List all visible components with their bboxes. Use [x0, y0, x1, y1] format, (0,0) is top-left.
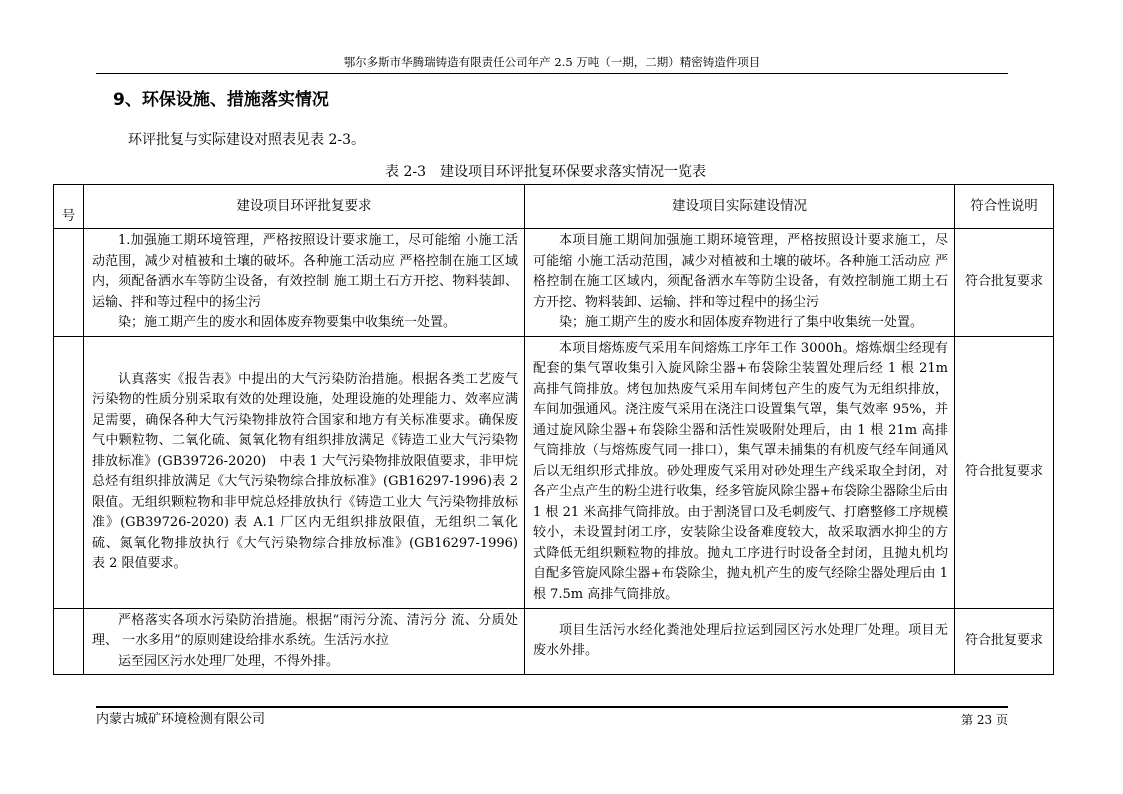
requirement-cell — [84, 229, 525, 337]
row-number — [54, 336, 84, 608]
compliance-table — [53, 184, 1054, 675]
footer-divider — [96, 706, 1008, 708]
page-number: 第 23 页 — [961, 713, 1008, 727]
page-header: 鄂尔多斯市华腾瑞铸造有限责任公司年产 2.5 万吨（一期，二期）精密铸造件项目 — [343, 55, 761, 69]
requirement-text: 认真落实《报告表》中提出的大气污染防治措施。根据各类工艺废气污染物的性质分别采取有效的处理设施，处理设施的处理能力、效率应满足需要，确保各种大气污染物排放符合国家和地方有关标准要求。确保废气中颗粒物、二氧化硫、氮氧化物有组织排放满足《铸造工业大气污染物排放标准》(GB39726-2020) 中表 1 大气污染物排放限值要求，非甲烷总烃有组织排放满足《大气污染物综合排放标准》(GB16297-1996)表 2 限值。无组织颗粒物和非甲烷总烃排放执行《铸造工业大 气污染物排放标准》(GB39726-2020) 表 A.1 厂区内无组织排放限值，无组织二氧化硫、氮氧化物排放执行《大气污染物综合排放标准》(GB16297-1996) 表 2 限值要求。 — [92, 371, 532, 571]
actual-cell — [525, 608, 955, 675]
header-requirement: 建设项目环评批复要求 — [84, 185, 525, 229]
row-number — [54, 608, 84, 675]
table-caption: 表 2-3 建设项目环评批复环保要求落实情况一览表 — [385, 164, 706, 180]
intro-paragraph: 环评批复与实际建设对照表见表 2-3。 — [128, 132, 365, 148]
compliance-cell: 符合批复要求 — [955, 608, 1054, 675]
section-title: 9、环保设施、措施落实情况 — [113, 90, 329, 110]
header-compliance: 符合性说明 — [955, 185, 1054, 229]
actual-text: 本项目熔炼废气采用车间熔炼工序年工作 3000h。熔炼烟尘经现有配套的集气罩收集引入旋风除尘器+布袋除尘装置处理后经 1 根 21m 高排气筒排放。烤包加热废气采用车间烤包产生的废气为无组织排放，车间加强通风。浇注废气采用在浇注口设置集气罩，集气效率 95%，并通过旋风除尘器+布袋除尘器和活性炭吸附处理后，由 1 根 21m 高排气筒排放（与熔炼废气同一排口），集气罩未捕集的有机废气经车间通风后以无组织形式排放。砂处理废气采用对砂处理生产线采取全封闭，对各产尘点产生的粉尘进行收集，经多管旋风除尘器+布袋除尘器除尘后由 1 根 21 米高排气筒排放。由于割浇冒口及毛刺废气、打磨整修工序规模较小，未设置封闭工序，安装除尘设备难度较大，故采取洒水抑尘的方式降低无组织颗粒物的排放。抛丸工序进行时设备全封闭，且抛丸机均自配多管旋风除尘器+布袋除尘，抛丸机产生的废气经除尘器处理后由 1 根 7.5m 高排气筒排放。 — [533, 340, 948, 602]
header-divider — [96, 73, 1008, 74]
compliance-cell: 符合批复要求 — [955, 229, 1054, 337]
table-row — [54, 229, 1054, 337]
actual-text: 染；施工期产生的废水和固体废弃物进行了集中收集统一处置。 — [559, 315, 924, 330]
row-number — [54, 229, 84, 337]
requirement-text: 1.加强施工期环境管理，严格按照设计要求施工，尽可能缩 小施工活动范围，减少对植被和土壤的破坏。各种施工活动应 严格控制在施工区域内，须配备洒水车等防尘设备，有效控制 施工期土石方开挖、物料装卸、运输、拌和等过程中的扬尘污 — [92, 233, 518, 310]
requirement-text: 染；施工期产生的废水和固体废弃物要集中收集统一处置。 — [118, 315, 457, 330]
requirement-text: 严格落实各项水污染防治措施。根据“雨污分流、清污分 流、分质处理、 一水多用”的原则建设给排水系统。生活污水拉 — [92, 612, 518, 648]
actual-cell — [525, 229, 955, 337]
header-actual: 建设项目实际建设情况 — [525, 185, 955, 229]
table-row — [54, 608, 1054, 675]
table-header-row — [54, 185, 1054, 229]
actual-cell — [525, 336, 955, 608]
table-row — [54, 336, 1054, 608]
actual-text: 项目生活污水经化粪池处理后拉运到园区污水处理厂处理。项目无废水外排。 — [533, 622, 948, 659]
actual-text: 本项目施工期间加强施工期环境管理，严格按照设计要求施工，尽可能缩 小施工活动范围，减少对植被和土壤的破坏。各种施工活动应 严格控制在施工区域内，须配备洒水车等防尘设备，有效控制施工期土石方开挖、物料装卸、运输、拌和等过程中的扬尘污 — [533, 233, 948, 310]
footer-company: 内蒙古城矿环境检测有限公司 — [96, 712, 266, 727]
requirement-cell — [84, 336, 532, 608]
header-no: 号 — [54, 185, 84, 229]
compliance-cell: 符合批复要求 — [955, 336, 1054, 608]
requirement-text: 运至园区污水处理厂处理，不得外排。 — [118, 653, 340, 669]
requirement-cell — [84, 608, 525, 675]
